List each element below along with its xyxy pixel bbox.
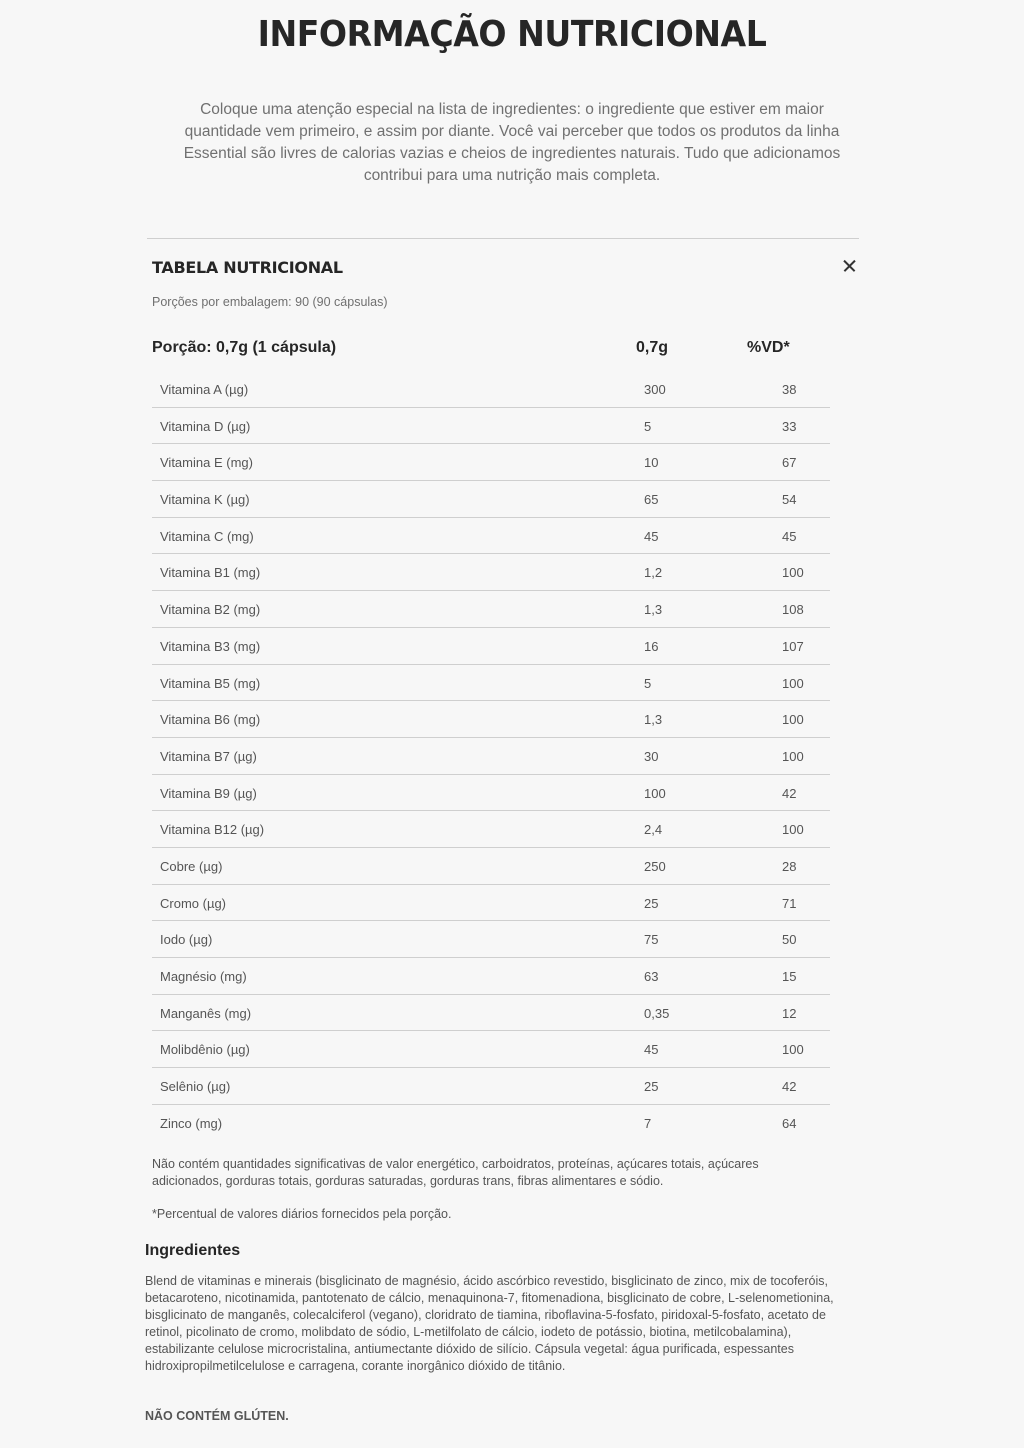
nutrient-amount: 25 bbox=[644, 895, 659, 911]
nutrient-amount: 45 bbox=[644, 1042, 659, 1058]
header-amount: 0,7g bbox=[636, 339, 669, 356]
table-row bbox=[152, 554, 830, 591]
table-row bbox=[152, 371, 830, 408]
nutrient-name: Vitamina E (mg) bbox=[160, 455, 253, 471]
table-row bbox=[152, 921, 830, 958]
nutrient-name: Vitamina D (µg) bbox=[160, 418, 251, 434]
table-row bbox=[152, 885, 830, 922]
nutrient-vd: 64 bbox=[782, 1115, 797, 1131]
nutrient-amount: 1,2 bbox=[644, 565, 663, 581]
nutrient-amount: 5 bbox=[644, 675, 652, 691]
nutrient-amount: 45 bbox=[644, 528, 659, 544]
nutrient-vd: 42 bbox=[782, 785, 797, 801]
nutrient-vd: 45 bbox=[782, 528, 797, 544]
nutrient-amount: 16 bbox=[644, 638, 659, 654]
table-row bbox=[152, 408, 830, 445]
nutrient-name: Vitamina B12 (µg) bbox=[160, 822, 265, 838]
header-vd: %VD* bbox=[747, 339, 790, 356]
nutrient-amount: 5 bbox=[644, 418, 652, 434]
nutrient-vd: 38 bbox=[782, 382, 797, 397]
nutrient-amount: 1,3 bbox=[644, 602, 663, 618]
nutrient-vd: 15 bbox=[782, 969, 797, 984]
nutrient-amount: 65 bbox=[644, 492, 659, 508]
nutrient-amount: 25 bbox=[644, 1079, 659, 1095]
nutrient-name: Molibdênio (µg) bbox=[160, 1042, 250, 1058]
table-row bbox=[152, 1068, 830, 1105]
table-row bbox=[152, 1031, 830, 1068]
nutrient-name: Cromo (µg) bbox=[160, 895, 226, 911]
table-row bbox=[152, 481, 830, 518]
nutrient-name: Selênio (µg) bbox=[160, 1079, 231, 1095]
nutrient-vd: 50 bbox=[782, 932, 797, 948]
table-row bbox=[152, 1105, 830, 1142]
nutrient-name: Vitamina B7 (µg) bbox=[160, 748, 257, 764]
table-row bbox=[152, 444, 830, 481]
nutrient-vd: 100 bbox=[782, 712, 804, 728]
vd-footnote: *Percentual de valores diários fornecidos pela porção. bbox=[152, 1207, 452, 1221]
ingredients-text: Blend de vitaminas e minerais (bisglicinato de magnésio, ácido ascórbico revestido, bisglicinato de zinco, mix de tocoferóis, betacaroteno, nicotinamida, pantotenato de cálcio, menaquinona-7, fitomenadiona, bisglicinato de cobre, L-selenometionina, bisglicinato de manganês, colecalciferol (vegano), cloridrato de tiamina, riboflavina-5-fosfato, piridoxal-5-fosfato, acetato de retinol, picolinato de cromo, molibdato de sódio, L-metilfolato de cálcio, iodeto de potássio, biotina, metilcobalamina), estabilizante celulose microcristalina, antiumectante dióxido de silício. Cápsula vegetal: água purificada, espessantes hidroxipropilmetilcelulose e carragena, corante inorgânico dióxido de titânio. bbox=[145, 1274, 834, 1373]
nutrient-amount: 63 bbox=[644, 969, 659, 984]
table-row bbox=[152, 628, 830, 665]
nutrient-vd: 71 bbox=[782, 895, 797, 911]
table-row bbox=[152, 958, 830, 995]
nutrient-name: Vitamina B5 (mg) bbox=[160, 675, 261, 691]
nutrient-amount: 300 bbox=[644, 382, 666, 397]
ingredients-title: Ingredientes bbox=[145, 1242, 241, 1259]
nutrient-name: Iodo (µg) bbox=[160, 932, 213, 948]
intro-text: Coloque uma atenção especial na lista de ingredientes: o ingrediente que estiver em maior quantidade vem primeiro, e assim por diante. Você vai perceber que todos os produtos da linha Essential são livres de calorias vazias e cheios de ingredientes naturais. Tudo que adicionamos contribui para uma nutrição mais completa. bbox=[183, 101, 841, 184]
nutrient-name: Vitamina B2 (mg) bbox=[160, 602, 261, 618]
table-row bbox=[152, 995, 830, 1032]
servings-per-package: Porções por embalagem: 90 (90 cápsulas) bbox=[152, 295, 388, 309]
nutrient-amount: 30 bbox=[644, 748, 659, 764]
nutrient-name: Vitamina B3 (mg) bbox=[160, 638, 261, 654]
nutrient-vd: 100 bbox=[782, 565, 804, 581]
header-portion: Porção: 0,7g (1 cápsula) bbox=[152, 339, 337, 356]
nutrient-amount: 7 bbox=[644, 1115, 652, 1131]
nutrient-vd: 108 bbox=[782, 602, 804, 618]
nutrient-vd: 12 bbox=[782, 1005, 797, 1021]
nutrient-amount: 75 bbox=[644, 932, 659, 948]
table-header bbox=[152, 339, 832, 361]
table-row bbox=[152, 518, 830, 555]
nutrient-vd: 42 bbox=[782, 1079, 797, 1095]
nutrient-amount: 100 bbox=[644, 785, 666, 801]
nutrient-vd: 33 bbox=[782, 418, 797, 434]
nutrient-amount: 0,35 bbox=[644, 1005, 670, 1021]
table-row bbox=[152, 738, 830, 775]
nutrient-name: Zinco (mg) bbox=[160, 1115, 223, 1131]
nutrient-name: Vitamina B1 (mg) bbox=[160, 565, 261, 581]
close-icon[interactable] bbox=[840, 256, 860, 276]
table-row bbox=[152, 811, 830, 848]
nutrient-amount: 1,3 bbox=[644, 712, 663, 728]
page-title: INFORMAÇÃO NUTRICIONAL bbox=[257, 14, 767, 55]
gluten-notice: NÃO CONTÉM GLÚTEN. bbox=[145, 1409, 289, 1423]
nutrient-vd: 54 bbox=[782, 492, 797, 508]
nutrient-vd: 28 bbox=[782, 858, 797, 874]
nutrient-name: Magnésio (mg) bbox=[160, 969, 247, 984]
nutrient-vd: 67 bbox=[782, 455, 797, 471]
table-title: TABELA NUTRICIONAL bbox=[152, 258, 343, 277]
nutrient-amount: 2,4 bbox=[644, 822, 663, 838]
nutrient-amount: 10 bbox=[644, 455, 659, 471]
nutrient-name: Vitamina A (µg) bbox=[160, 382, 249, 397]
table-row bbox=[152, 775, 830, 812]
table-row bbox=[152, 848, 830, 885]
table-row bbox=[152, 665, 830, 702]
nutrient-name: Vitamina B6 (mg) bbox=[160, 712, 261, 728]
nutrient-vd: 100 bbox=[782, 822, 804, 838]
nutrient-name: Cobre (µg) bbox=[160, 858, 223, 874]
table-notes: Não contém quantidades significativas de valor energético, carboidratos, proteínas, açúcares totais, açúcares adicionados, gorduras totais, gorduras saturadas, gorduras trans, fibras alimentares e sódio. bbox=[152, 1157, 759, 1188]
table-row bbox=[152, 591, 830, 628]
nutrient-vd: 107 bbox=[782, 638, 804, 654]
nutrient-vd: 100 bbox=[782, 1042, 804, 1058]
nutrient-name: Vitamina C (mg) bbox=[160, 528, 254, 544]
nutrition-table bbox=[152, 371, 830, 1141]
table-row bbox=[152, 701, 830, 738]
nutrient-name: Manganês (mg) bbox=[160, 1005, 252, 1021]
nutrient-vd: 100 bbox=[782, 675, 804, 691]
nutrient-name: Vitamina K (µg) bbox=[160, 492, 250, 508]
nutrient-vd: 100 bbox=[782, 748, 804, 764]
nutrient-name: Vitamina B9 (µg) bbox=[160, 785, 257, 801]
nutrient-amount: 250 bbox=[644, 858, 666, 874]
section-divider bbox=[147, 238, 859, 239]
